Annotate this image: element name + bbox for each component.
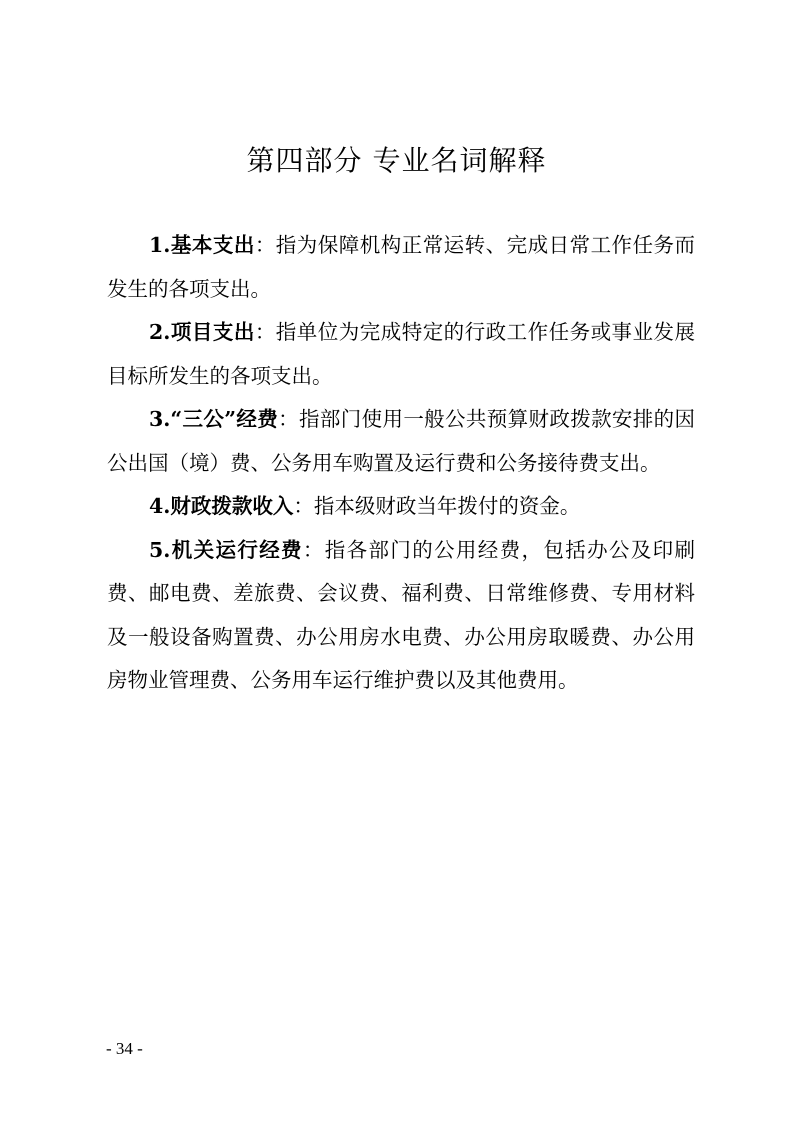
glossary-entry-three-public-expenses [107,398,695,485]
glossary-entry-basic-expenditure [107,224,695,311]
term-label: 4.财政拨款收入 [149,494,294,518]
term-label: 5.机关运行经费 [149,537,303,562]
term-definition: ：指部门使用一般公共预算财政拨款安排的因公出国（境）费、公务用车购置及运行费和公务接待费支出。 [107,407,696,475]
term-definition: ：指本级财政当年拨付的资金。 [293,494,581,518]
glossary-entry-operating-expenses [107,529,695,703]
term-label: 1.基本支出 [149,233,255,257]
glossary-content [107,224,695,703]
page-title: 第四部分 专业名词解释 [246,144,547,177]
term-label: 3.“三公”经费 [149,407,279,431]
term-definition: ：指单位为完成特定的行政工作任务或事业发展目标所发生的各项支出。 [107,320,696,388]
glossary-entry-project-expenditure [107,311,695,398]
page-number: - 34 - [106,1039,143,1058]
term-label: 2.项目支出 [149,320,255,344]
glossary-entry-fiscal-appropriation-income [107,485,695,529]
term-definition: ：指为保障机构正常运转、完成日常工作任务而发生的各项支出。 [107,233,696,301]
term-definition: ：指各部门的公用经费，包括办公及印刷费、邮电费、差旅费、会议费、福利费、日常维修费、专用材料及一般设备购置费、办公用房水电费、办公用房取暖费、办公用房物业管理费、公务用车运行维护费以及其他费用。 [107,537,696,692]
